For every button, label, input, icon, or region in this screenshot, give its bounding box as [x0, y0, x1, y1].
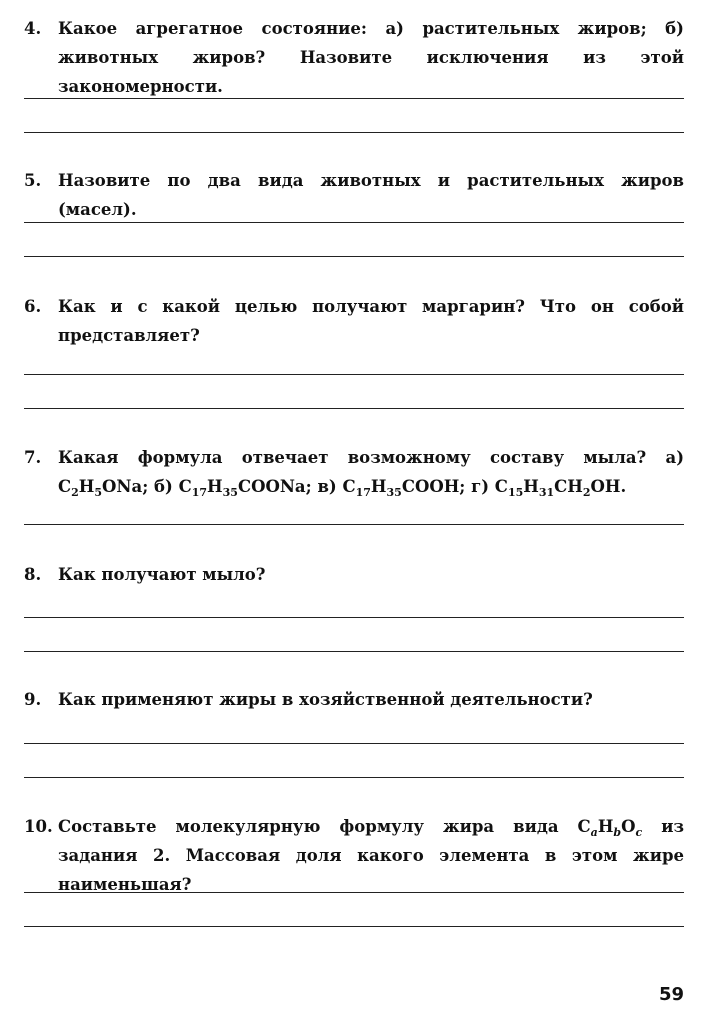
question-10 — [24, 812, 684, 899]
question-9 — [24, 685, 684, 714]
question-4 — [24, 14, 684, 101]
question-text: Назовите по два вида животных и растительных жиров (масел). — [58, 171, 684, 219]
answer-line[interactable] — [24, 777, 684, 778]
question-number: 9. — [24, 690, 42, 709]
page-number: 59 — [658, 984, 684, 1005]
question-8 — [24, 560, 684, 589]
question-number: 6. — [24, 297, 42, 316]
answer-line[interactable] — [24, 222, 684, 223]
answer-line[interactable] — [24, 617, 684, 618]
question-text: Как применяют жиры в хозяйственной деятельности? — [58, 690, 593, 709]
answer-line[interactable] — [24, 374, 684, 375]
answer-line[interactable] — [24, 926, 684, 927]
question-number: 10. — [24, 817, 53, 836]
answer-line[interactable] — [24, 651, 684, 652]
answer-line[interactable] — [24, 98, 684, 99]
answer-line[interactable] — [24, 132, 684, 133]
question-text: Какое агрегатное состояние: а) растительных жиров; б) животных жиров? Назовите исключения из этой закономерности. — [58, 19, 684, 96]
question-text: Как получают мыло? — [58, 565, 266, 584]
question-number: 7. — [24, 448, 42, 467]
question-number: 5. — [24, 171, 42, 190]
answer-line[interactable] — [24, 524, 684, 525]
question-number: 4. — [24, 19, 42, 38]
answer-line[interactable] — [24, 408, 684, 409]
question-text: Составьте молекулярную формулу жира вида $C_aH_bO_c$ из задания 2. Массовая доля какого элемента в этом жире наименьшая? — [58, 817, 684, 894]
question-5 — [24, 166, 684, 224]
question-6 — [24, 292, 684, 350]
answer-line[interactable] — [24, 892, 684, 893]
answer-line[interactable] — [24, 256, 684, 257]
answer-line[interactable] — [24, 743, 684, 744]
question-number: 8. — [24, 565, 42, 584]
question-text: Как и с какой целью получают маргарин? Что он собой представляет? — [58, 297, 684, 345]
question-text: Какая формула отвечает возможному составу мыла? а) $C_2H_5ONa$; б) $C_{17}H_{35}COONa$; в) $C_{17}H_{35}COOH$; г) $C_{15}H_{31}CH_2OH$. — [58, 448, 684, 499]
question-7 — [24, 443, 684, 501]
